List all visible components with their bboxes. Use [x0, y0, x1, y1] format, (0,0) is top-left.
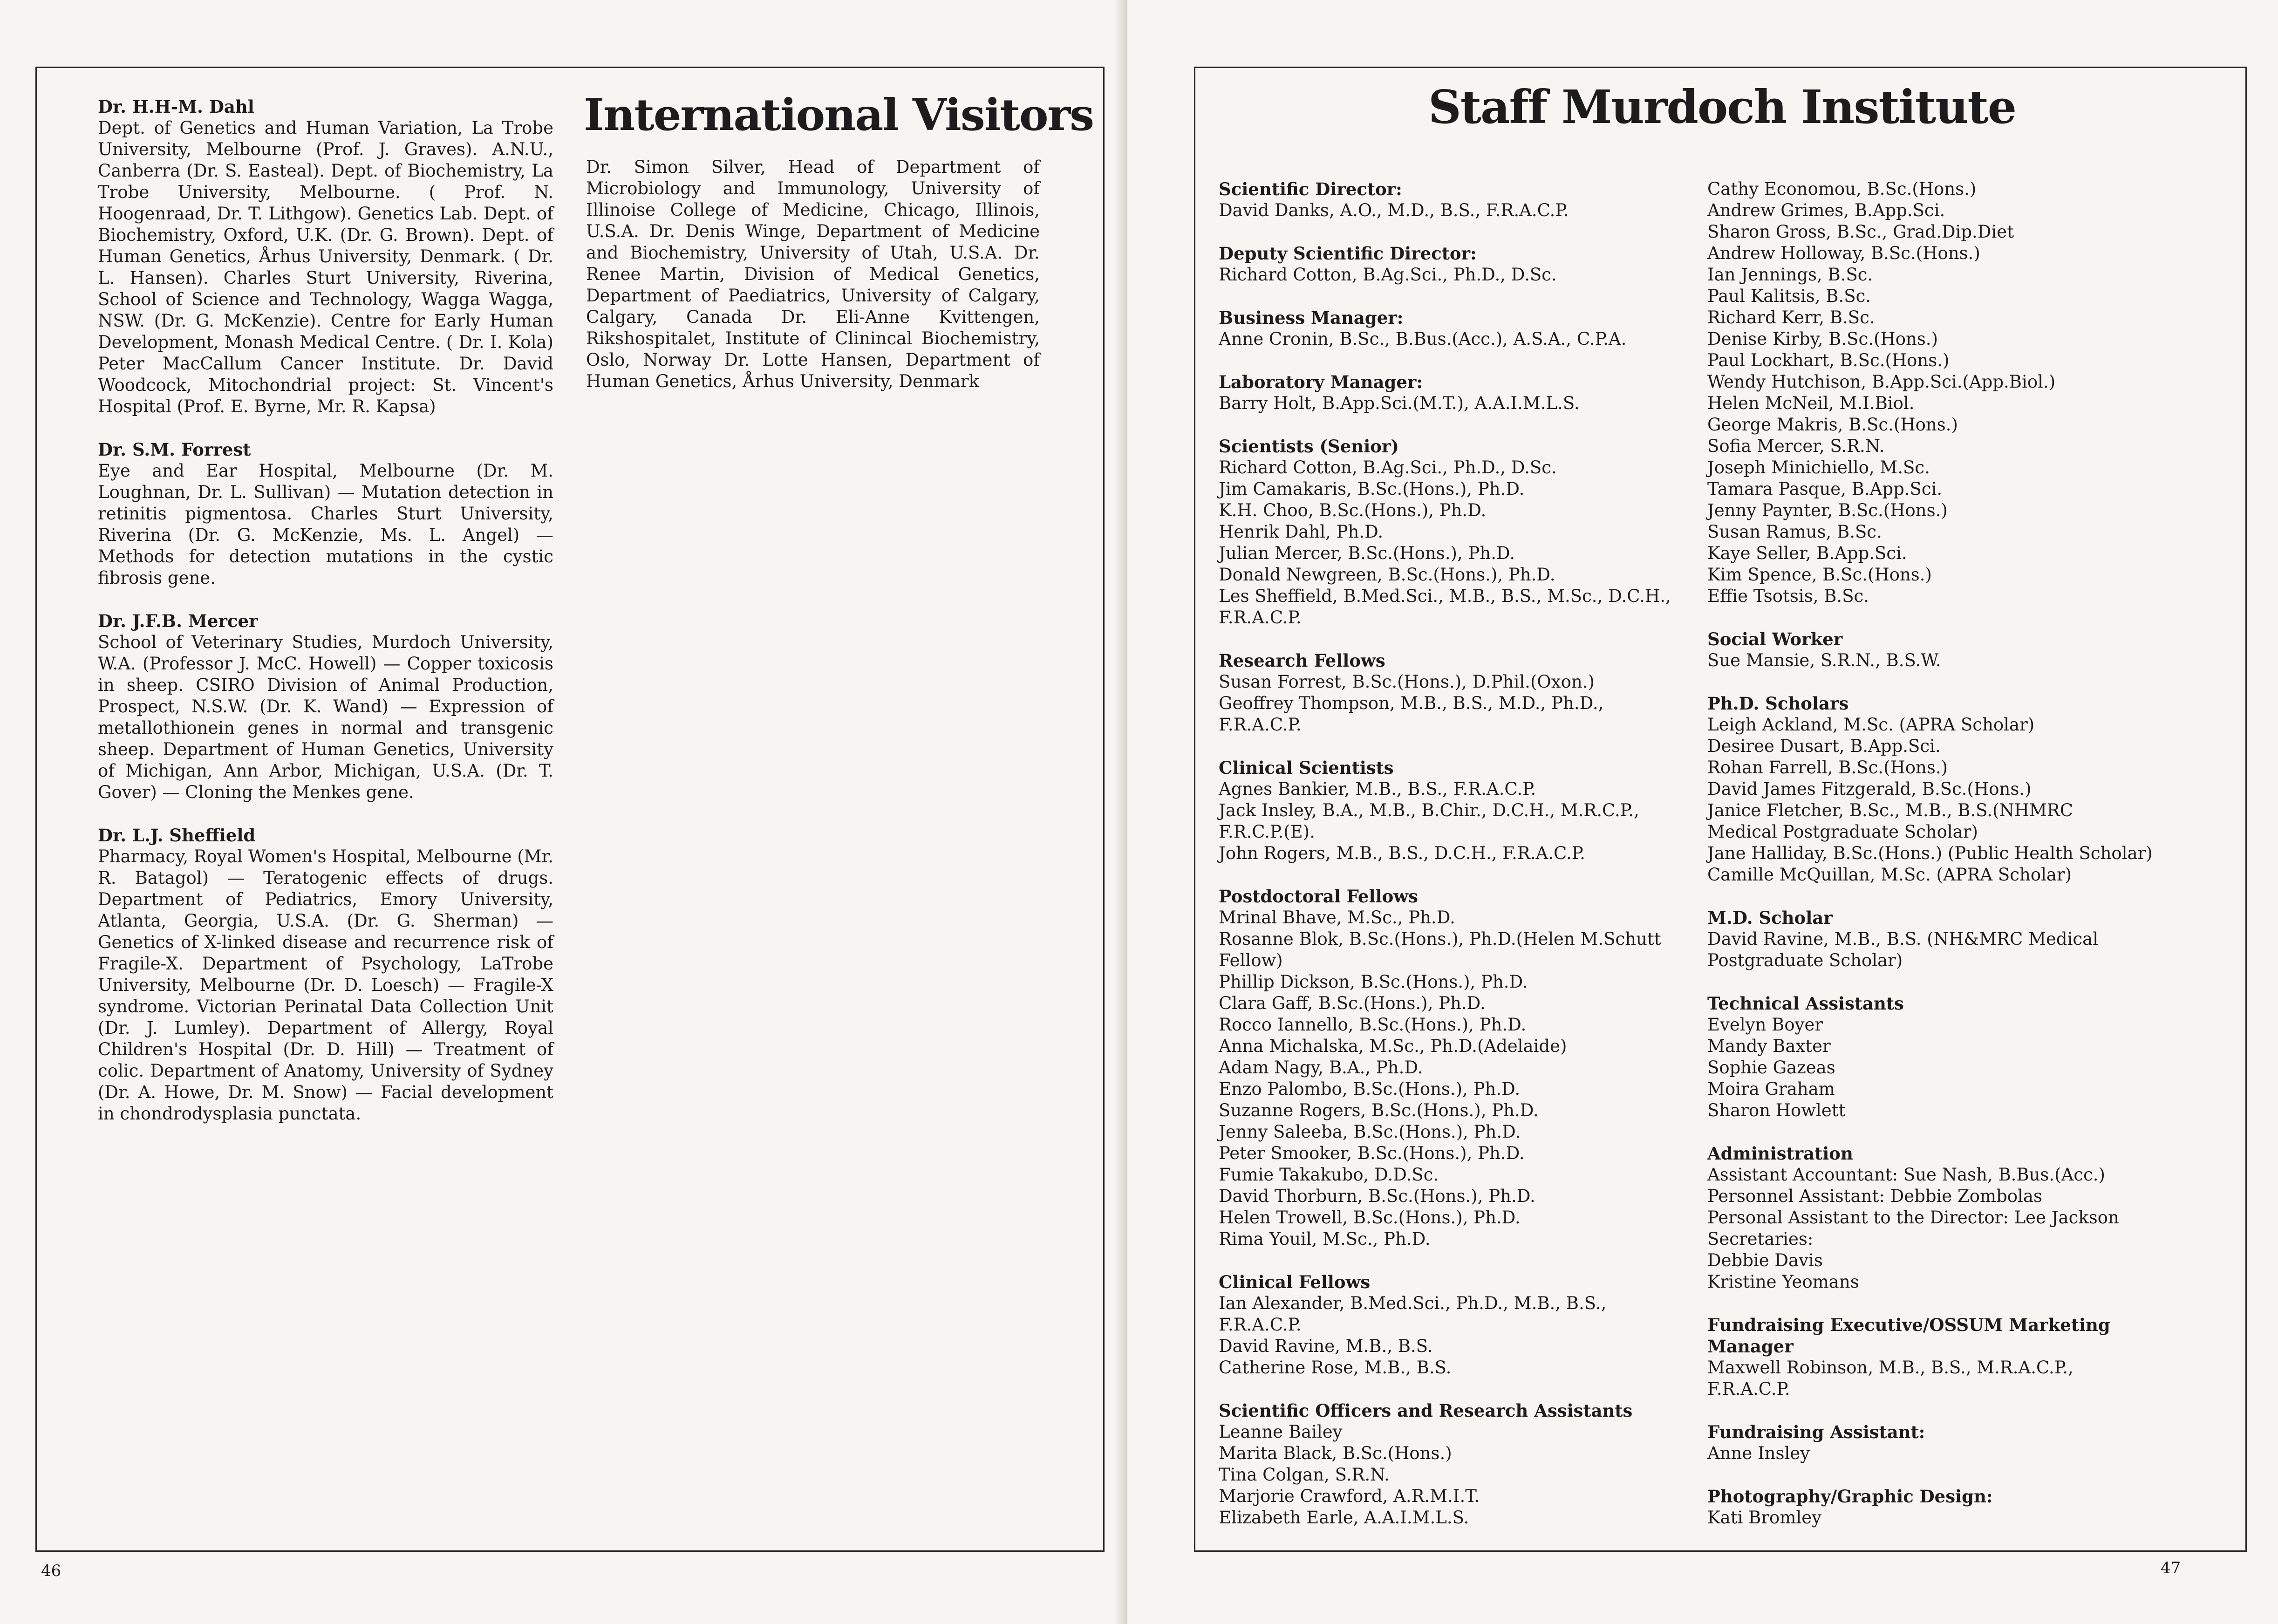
- staff-entry: George Makris, B.Sc.(Hons.): [1707, 415, 1958, 435]
- staff-entry: Geoffrey Thompson, M.B., B.S., M.D., Ph.D.,: [1219, 693, 1604, 713]
- staff-entry: Adam Nagy, B.A., Ph.D.: [1219, 1058, 1423, 1078]
- staff-entry: Rima Youil, M.Sc., Ph.D.: [1219, 1229, 1431, 1249]
- staff-entry: Anna Michalska, M.Sc., Ph.D.(Adelaide): [1219, 1036, 1567, 1056]
- staff-entry: Andrew Holloway, B.Sc.(Hons.): [1707, 243, 1980, 263]
- section-title: Technical Assistants: [1707, 993, 1904, 1014]
- staff-entry: Fumie Takakubo, D.D.Sc.: [1219, 1165, 1439, 1185]
- staff-entry: Henrik Dahl, Ph.D.: [1219, 522, 1384, 542]
- staff-entry: Paul Lockhart, B.Sc.(Hons.): [1707, 350, 1950, 370]
- staff-entry: Evelyn Boyer: [1707, 1015, 1823, 1035]
- staff-entry: Helen Trowell, B.Sc.(Hons.), Ph.D.: [1219, 1208, 1521, 1228]
- page-number-right: 47: [2161, 1559, 2181, 1577]
- staff-entry: Jack Insley, B.A., M.B., B.Chir., D.C.H., M.R.C.P.,: [1219, 800, 1639, 820]
- staff-entry: Postgraduate Scholar): [1707, 950, 1903, 970]
- staff-section: [1707, 693, 2183, 886]
- staff-section: [1707, 907, 2183, 971]
- section-title: Administration: [1707, 1143, 1853, 1164]
- staff-section: [1707, 178, 2183, 607]
- section-title: Scientists (Senior): [1219, 436, 1399, 457]
- staff-entry: Mrinal Bhave, M.Sc., Ph.D.: [1219, 908, 1455, 928]
- staff-entry: Kaye Seller, B.App.Sci.: [1707, 543, 1907, 563]
- staff-section: [1219, 371, 1685, 414]
- staff-entry: Sue Mansie, S.R.N., B.S.W.: [1707, 650, 1941, 670]
- staff-entry: Richard Kerr, B.Sc.: [1707, 307, 1875, 328]
- person-sheffield: [98, 825, 553, 1125]
- staff-entry: Sharon Howlett: [1707, 1100, 1846, 1120]
- person-dahl: [98, 96, 553, 417]
- staff-section: [1219, 1271, 1685, 1378]
- staff-entry: Ian Alexander, B.Med.Sci., Ph.D., M.B., B.S.,: [1219, 1293, 1607, 1313]
- section-title: M.D. Scholar: [1707, 908, 1833, 928]
- staff-entry: Susan Forrest, B.Sc.(Hons.), D.Phil.(Oxon.): [1219, 672, 1595, 692]
- person-mercer: [98, 610, 553, 803]
- collaborations-column: [98, 96, 553, 1146]
- staff-section: [1707, 1421, 2183, 1464]
- section-title: Fundraising Assistant:: [1707, 1422, 1925, 1442]
- staff-section: [1219, 243, 1685, 286]
- staff-entry: F.R.C.P.(E).: [1219, 822, 1315, 842]
- staff-entry: Jane Halliday, B.Sc.(Hons.) (Public Health Scholar): [1707, 843, 2153, 863]
- staff-entry: Enzo Palombo, B.Sc.(Hons.), Ph.D.: [1219, 1079, 1521, 1099]
- staff-entry: Anne Insley: [1707, 1443, 1810, 1463]
- staff-entry: Assistant Accountant: Sue Nash, B.Bus.(Acc.): [1707, 1165, 2105, 1185]
- staff-entry: Agnes Bankier, M.B., B.S., F.R.A.C.P.: [1219, 779, 1536, 799]
- section-title: Deputy Scientific Director:: [1219, 243, 1477, 264]
- staff-section: [1219, 886, 1685, 1250]
- section-title: Scientific Officers and Research Assistants: [1219, 1400, 1633, 1421]
- staff-entry: Phillip Dickson, B.Sc.(Hons.), Ph.D.: [1219, 972, 1528, 992]
- section-title: Clinical Scientists: [1219, 757, 1394, 778]
- staff-entry: Rocco Iannello, B.Sc.(Hons.), Ph.D.: [1219, 1015, 1527, 1035]
- section-title: Business Manager:: [1219, 307, 1404, 328]
- staff-entry: David Ravine, M.B., B.S. (NH&MRC Medical: [1707, 929, 2099, 949]
- staff-entry: Rohan Farrell, B.Sc.(Hons.): [1707, 757, 1948, 778]
- staff-entry: Denise Kirby, B.Sc.(Hons.): [1707, 329, 1938, 349]
- staff-entry: Peter Smooker, B.Sc.(Hons.), Ph.D.: [1219, 1143, 1525, 1163]
- section-title: Ph.D. Scholars: [1707, 693, 1849, 714]
- staff-entry: Marita Black, B.Sc.(Hons.): [1219, 1443, 1452, 1463]
- staff-section: [1219, 1400, 1685, 1528]
- staff-column-left: [1219, 178, 1685, 1550]
- staff-section: [1219, 436, 1685, 628]
- staff-entry: Elizabeth Earle, A.A.I.M.L.S.: [1219, 1508, 1469, 1528]
- staff-entry: Camille McQuillan, M.Sc. (APRA Scholar): [1707, 865, 2072, 885]
- staff-entry: Personal Assistant to the Director: Lee Jackson: [1707, 1208, 2119, 1228]
- staff-section: [1219, 178, 1685, 221]
- staff-entry: Kati Bromley: [1707, 1508, 1822, 1528]
- visitors-text: Dr. Simon Silver, Head of Department of Microbiology and Immunology, University of Illinoise College of Medicine, Chicago, Illinois, U.S.A. Dr. Denis Winge, Department of Medicine and Biochemistry, University of Utah, U.S.A. Dr. Renee Martin, Division of Medical Genetics, Department of Paediatrics, University of Calgary, Calgary, Canada Dr. Eli-Anne Kvittengen, Rikshospitalet, Institute of Clinincal Biochemistry, Oslo, Norway Dr. Lotte Hansen, Department of Human Genetics, Århus University, Denmark: [586, 157, 1040, 391]
- staff-entry: John Rogers, M.B., B.S., D.C.H., F.R.A.C.P.: [1219, 843, 1585, 863]
- staff-entry: F.R.A.C.P.: [1219, 1315, 1302, 1335]
- staff-entry: Tina Colgan, S.R.N.: [1219, 1465, 1390, 1485]
- staff-entry: Suzanne Rogers, B.Sc.(Hons.), Ph.D.: [1219, 1100, 1539, 1120]
- staff-title: Staff Murdoch Institute: [1428, 81, 2016, 134]
- staff-entry: Jenny Paynter, B.Sc.(Hons.): [1707, 500, 1948, 520]
- staff-entry: Barry Holt, B.App.Sci.(M.T.), A.A.I.M.L.S.: [1219, 393, 1580, 413]
- staff-entry: Sharon Gross, B.Sc., Grad.Dip.Diet: [1707, 222, 2014, 242]
- staff-entry: Richard Cotton, B.Ag.Sci., Ph.D., D.Sc.: [1219, 457, 1557, 478]
- person-collaborations: Pharmacy, Royal Women's Hospital, Melbourne (Mr. R. Batagol) — Teratogenic effects of drugs. Department of Pediatrics, Emory University, Atlanta, Georgia, U.S.A. (Dr. G. Sherman) — Genetics of X-linked disease and recurrence risk of Fragile-X. Department of Psychology, LaTrobe University, Melbourne (Dr. D. Loesch) — Fragile-X syndrome. Victorian Perinatal Data Collection Unit (Dr. J. Lumley). Department of Allergy, Royal Children's Hospital (Dr. D. Hill) — Treatment of colic. Department of Anatomy, University of Sydney (Dr. A. Howe, Dr. M. Snow) — Facial development in chondrodysplasia punctata.: [98, 846, 553, 1124]
- staff-entry: Leigh Ackland, M.Sc. (APRA Scholar): [1707, 715, 2035, 735]
- staff-entry: Fellow): [1219, 950, 1283, 970]
- staff-section: [1219, 650, 1685, 736]
- staff-entry: Richard Cotton, B.Ag.Sci., Ph.D., D.Sc.: [1219, 265, 1557, 285]
- staff-entry: Rosanne Blok, B.Sc.(Hons.), Ph.D.(Helen M.Schutt: [1219, 929, 1661, 949]
- person-forrest: [98, 439, 553, 589]
- staff-entry: Leanne Bailey: [1219, 1422, 1343, 1442]
- staff-section: [1707, 1486, 2183, 1528]
- person-collaborations: Eye and Ear Hospital, Melbourne (Dr. M. Loughnan, Dr. L. Sullivan) — Mutation detection in retinitis pigmentosa. Charles Sturt University, Riverina (Dr. G. McKenzie, Ms. L. Angel) — Methods for detection mutations in the cystic fibrosis gene.: [98, 461, 553, 588]
- staff-section: [1707, 993, 2183, 1121]
- staff-entry: Secretaries:: [1707, 1229, 1814, 1249]
- staff-entry: F.R.A.C.P.: [1707, 1379, 1790, 1399]
- staff-entry: Julian Mercer, B.Sc.(Hons.), Ph.D.: [1219, 543, 1515, 563]
- person-collaborations: School of Veterinary Studies, Murdoch University, W.A. (Professor J. McC. Howell) — Copper toxicosis in sheep. CSIRO Division of Animal Production, Prospect, N.S.W. (Dr. K. Wand) — Expression of metallothionein genes in normal and transgenic sheep. Department of Human Genetics, University of Michigan, Ann Arbor, Michigan, U.S.A. (Dr. T. Gover) — Cloning the Menkes gene.: [98, 632, 553, 802]
- staff-entry: David Ravine, M.B., B.S.: [1219, 1336, 1433, 1356]
- staff-entry: Debbie Davis: [1707, 1250, 1823, 1270]
- staff-section: [1707, 628, 2183, 671]
- person-name: Dr. S.M. Forrest: [98, 439, 251, 460]
- section-title: Laboratory Manager:: [1219, 372, 1423, 392]
- staff-column-right: [1707, 178, 2183, 1550]
- staff-entry: Kim Spence, B.Sc.(Hons.): [1707, 565, 1932, 585]
- section-title: Fundraising Executive/OSSUM Marketing Manager: [1707, 1315, 2110, 1357]
- staff-entry: Effie Tsotsis, B.Sc.: [1707, 586, 1869, 606]
- staff-entry: Personnel Assistant: Debbie Zombolas: [1707, 1186, 2042, 1206]
- staff-entry: Jim Camakaris, B.Sc.(Hons.), Ph.D.: [1219, 479, 1525, 499]
- staff-section: [1707, 1314, 2183, 1400]
- visitors-title: International Visitors: [584, 89, 1094, 141]
- staff-entry: Moira Graham: [1707, 1079, 1835, 1099]
- staff-entry: Cathy Economou, B.Sc.(Hons.): [1707, 179, 1977, 199]
- section-title: Research Fellows: [1219, 650, 1385, 671]
- staff-entry: David Danks, A.O., M.D., B.S., F.R.A.C.P.: [1219, 200, 1569, 220]
- staff-entry: David Thorburn, B.Sc.(Hons.), Ph.D.: [1219, 1186, 1535, 1206]
- person-name: Dr. J.F.B. Mercer: [98, 611, 258, 631]
- staff-entry: Desiree Dusart, B.App.Sci.: [1707, 736, 1941, 756]
- person-name: Dr. H.H-M. Dahl: [98, 96, 254, 117]
- section-title: Photography/Graphic Design:: [1707, 1486, 1993, 1507]
- staff-entry: Tamara Pasque, B.App.Sci.: [1707, 479, 1943, 499]
- staff-entry: Sophie Gazeas: [1707, 1058, 1835, 1078]
- staff-section: [1219, 757, 1685, 864]
- section-title: Scientific Director:: [1219, 179, 1402, 199]
- staff-entry: Maxwell Robinson, M.B., B.S., M.R.A.C.P.,: [1707, 1358, 2073, 1378]
- staff-entry: Medical Postgraduate Scholar): [1707, 822, 1978, 842]
- section-title: Social Worker: [1707, 629, 1843, 649]
- staff-entry: Sofia Mercer, S.R.N.: [1707, 436, 1885, 456]
- right-page: [1127, 0, 2278, 1624]
- person-name: Dr. L.J. Sheffield: [98, 825, 256, 846]
- visitors-column: [586, 157, 1040, 392]
- staff-entry: David James Fitzgerald, B.Sc.(Hons.): [1707, 779, 2032, 799]
- staff-entry: Catherine Rose, M.B., B.S.: [1219, 1358, 1452, 1378]
- staff-entry: Susan Ramus, B.Sc.: [1707, 522, 1882, 542]
- staff-section: [1707, 1143, 2183, 1293]
- staff-entry: Marjorie Crawford, A.R.M.I.T.: [1219, 1486, 1480, 1506]
- staff-entry: Helen McNeil, M.I.Biol.: [1707, 393, 1915, 413]
- staff-entry: Wendy Hutchison, B.App.Sci.(App.Biol.): [1707, 372, 2056, 392]
- person-collaborations: Dept. of Genetics and Human Variation, La Trobe University, Melbourne (Prof. J. Graves). A.N.U., Canberra (Dr. S. Easteal). Dept. of Biochemistry, La Trobe University, Melbourne. ( Prof. N. Hoogenraad, Dr. T. Lithgow). Genetics Lab. Dept. of Biochemistry, Oxford, U.K. (Dr. G. Brown). Dept. of Human Genetics, Århus University, Denmark. ( Dr. L. Hansen). Charles Sturt University, Riverina, School of Science and Technology, Wagga Wagga, NSW. (Dr. G. McKenzie). Centre for Early Human Development, Monash Medical Centre. ( Dr. I. Kola) Peter MacCallum Cancer Institute. Dr. David Woodcock, Mitochondrial project: St. Vincent's Hospital (Prof. E. Byrne, Mr. R. Kapsa): [98, 118, 553, 416]
- page-number-left: 46: [41, 1562, 61, 1580]
- section-title: Clinical Fellows: [1219, 1272, 1371, 1292]
- staff-entry: Clara Gaff, B.Sc.(Hons.), Ph.D.: [1219, 993, 1486, 1013]
- staff-section: [1219, 307, 1685, 350]
- section-title: Postdoctoral Fellows: [1219, 886, 1418, 907]
- staff-entry: F.R.A.C.P.: [1219, 715, 1302, 735]
- staff-entry: Andrew Grimes, B.App.Sci.: [1707, 200, 1945, 220]
- staff-entry: Paul Kalitsis, B.Sc.: [1707, 286, 1871, 306]
- staff-entry: Ian Jennings, B.Sc.: [1707, 265, 1873, 285]
- staff-entry: Jenny Saleeba, B.Sc.(Hons.), Ph.D.: [1219, 1122, 1521, 1142]
- left-page: [0, 0, 1127, 1624]
- staff-entry: Joseph Minichiello, M.Sc.: [1707, 457, 1930, 478]
- staff-entry: Donald Newgreen, B.Sc.(Hons.), Ph.D.: [1219, 565, 1555, 585]
- staff-entry: K.H. Choo, B.Sc.(Hons.), Ph.D.: [1219, 500, 1487, 520]
- staff-entry: Kristine Yeomans: [1707, 1272, 1859, 1292]
- staff-entry: Mandy Baxter: [1707, 1036, 1831, 1056]
- staff-entry: F.R.A.C.P.: [1219, 607, 1302, 628]
- staff-entry: Janice Fletcher, B.Sc., M.B., B.S.(NHMRC: [1707, 800, 2073, 820]
- staff-entry: Les Sheffield, B.Med.Sci., M.B., B.S., M.Sc., D.C.H.,: [1219, 586, 1671, 606]
- staff-entry: Anne Cronin, B.Sc., B.Bus.(Acc.), A.S.A., C.P.A.: [1219, 329, 1627, 349]
